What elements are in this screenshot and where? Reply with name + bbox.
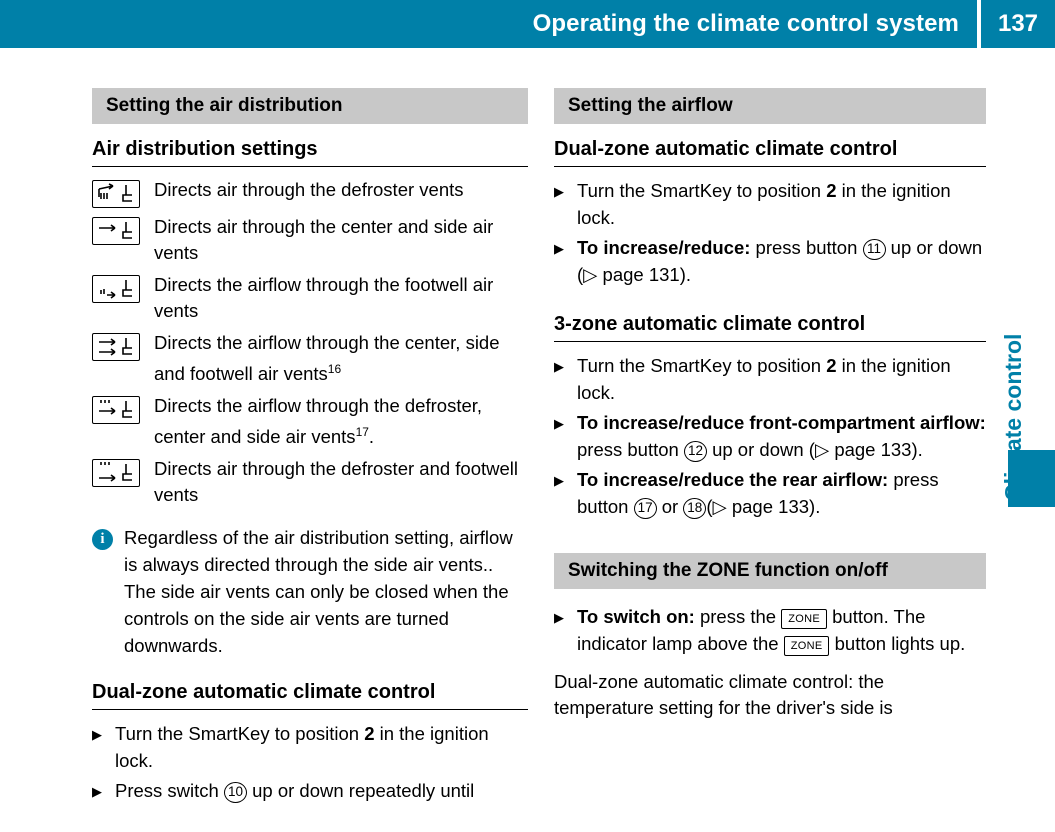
section-banner-air-distribution: Setting the air distribution — [92, 88, 528, 124]
bullet-text: To switch on: press the ZONE button. The indicator lamp above the ZONE button lights up. — [577, 606, 966, 654]
air-distribution-row — [92, 456, 528, 508]
bullet-triangle-icon: ▶ — [554, 241, 564, 256]
bullet-triangle-icon: ▶ — [554, 359, 564, 374]
bullet-triangle-icon: ▶ — [554, 473, 564, 488]
air-distribution-row-text: Directs the airflow through the center, side and footwell air vents$^{16}$ — [154, 332, 500, 385]
control-number-badge: 12 — [684, 441, 707, 462]
bullet-triangle-icon: ▶ — [554, 610, 564, 625]
subheading-3-zone: 3-zone automatic climate control — [554, 313, 986, 342]
zone-button-glyph: ZONE — [781, 609, 827, 629]
control-number-badge: 10 — [224, 782, 247, 803]
page-header — [0, 0, 1055, 48]
emphasis-text: To increase/reduce: — [577, 237, 751, 258]
instruction-step — [554, 603, 986, 657]
footwell-vents-icon — [92, 275, 140, 303]
trailing-paragraph: Dual-zone automatic climate control: the temperature setting for the driver's side is — [554, 671, 893, 718]
emphasis-text: 2 — [826, 355, 837, 376]
cross-reference[interactable]: ▷ page 133 — [712, 496, 810, 517]
air-distribution-row-text: Directs air through the defroster and footwell vents — [154, 458, 519, 506]
defroster-center-side-vents-icon — [92, 396, 140, 424]
defroster-vents-icon — [92, 180, 140, 208]
left-column — [92, 88, 528, 807]
air-distribution-row — [92, 330, 528, 387]
bullet-text: To increase/reduce: press button 11 up or down (▷ page 131). — [577, 237, 983, 285]
bullet-text: To increase/reduce front-compartment airflow: press button 12 up or down (▷ page 133). — [577, 412, 986, 460]
info-note — [92, 524, 528, 659]
info-note-text: Regardless of the air distribution setting, airflow is always directed through the side air vents.. The side air vents can only be closed when the controls on the side air vents are turned downwards. — [124, 527, 513, 657]
left-bullet-list — [92, 720, 528, 804]
zone-function-bullets — [554, 603, 986, 657]
emphasis-text: 2 — [826, 180, 837, 201]
bullet-text: Turn the SmartKey to position 2 in the ignition lock. — [115, 723, 489, 772]
instruction-step — [554, 234, 986, 288]
bullet-triangle-icon: ▶ — [92, 727, 102, 743]
header-page-block — [981, 0, 1055, 48]
control-number-badge: 18 — [683, 498, 706, 519]
instruction-step — [554, 409, 986, 463]
air-distribution-row — [92, 177, 528, 208]
cross-reference[interactable]: ▷ page 131 — [583, 264, 680, 285]
bullet-text: Turn the SmartKey to position 2 in the ignition lock. — [577, 355, 951, 403]
reference-triangle-icon: ▷ — [712, 496, 732, 517]
bullet-text: Press switch 10 up or down repeatedly until — [115, 780, 475, 802]
instruction-step — [92, 777, 528, 804]
instruction-step — [554, 352, 986, 406]
side-tab-label: Climate control — [1000, 333, 1026, 501]
page-title: Operating the climate control system — [532, 10, 959, 37]
zone-button-glyph: ZONE — [784, 636, 830, 656]
bullet-triangle-icon: ▶ — [554, 416, 564, 431]
defroster-footwell-vents-icon — [92, 459, 140, 487]
subheading-air-distribution-settings: Air distribution settings — [92, 138, 528, 167]
center-side-vents-icon — [92, 217, 140, 245]
header-title-block — [0, 0, 977, 48]
bullet-text: To increase/reduce the rear airflow: press button 17 or 18 (▷ page 133). — [577, 469, 939, 517]
air-distribution-row-text: Directs the airflow through the footwell air vents — [154, 274, 494, 321]
instruction-step — [92, 720, 528, 774]
bullet-text: Turn the SmartKey to position 2 in the ignition lock. — [577, 180, 951, 228]
subheading-dual-zone-right: Dual-zone automatic climate control — [554, 138, 986, 167]
bullet-triangle-icon: ▶ — [92, 784, 102, 800]
instruction-step — [554, 177, 986, 231]
page-number: 137 — [997, 10, 1039, 37]
bullet-triangle-icon: ▶ — [554, 184, 564, 199]
instruction-step — [554, 466, 986, 520]
airflow-dualzone-bullets — [554, 177, 986, 288]
footnote-marker: 17 — [355, 425, 369, 440]
emphasis-text: To increase/reduce the rear airflow: — [577, 469, 889, 490]
reference-triangle-icon: ▷ — [583, 264, 603, 285]
air-distribution-row — [92, 393, 528, 450]
section-banner-zone-function: Switching the ZONE function on/off — [554, 553, 986, 589]
airflow-3zone-bullets — [554, 352, 986, 520]
air-distribution-row-text: Directs air through the center and side air vents — [154, 216, 494, 263]
emphasis-text: To increase/reduce front-compartment airflow: — [577, 412, 986, 433]
reference-triangle-icon: ▷ — [814, 439, 835, 460]
info-icon: i — [92, 529, 113, 550]
air-distribution-list — [92, 177, 528, 508]
air-distribution-row-text: Directs air through the defroster vents — [154, 179, 464, 200]
control-number-badge: 17 — [634, 498, 657, 519]
footnote-marker: 16 — [327, 362, 342, 376]
air-distribution-row — [92, 272, 528, 324]
emphasis-text: To switch on: — [577, 606, 695, 627]
emphasis-text: 2 — [364, 723, 375, 745]
subheading-dual-zone-left: Dual-zone automatic climate control — [92, 681, 528, 710]
cross-reference[interactable]: ▷ page 133 — [814, 439, 912, 460]
control-number-badge: 11 — [863, 239, 886, 260]
air-distribution-row — [92, 214, 528, 266]
right-column — [554, 88, 986, 721]
section-banner-airflow: Setting the airflow — [554, 88, 986, 124]
center-side-footwell-vents-icon — [92, 333, 140, 361]
air-distribution-row-text: Directs the airflow through the defroster, center and side air vents$^{17}$. — [154, 395, 483, 448]
